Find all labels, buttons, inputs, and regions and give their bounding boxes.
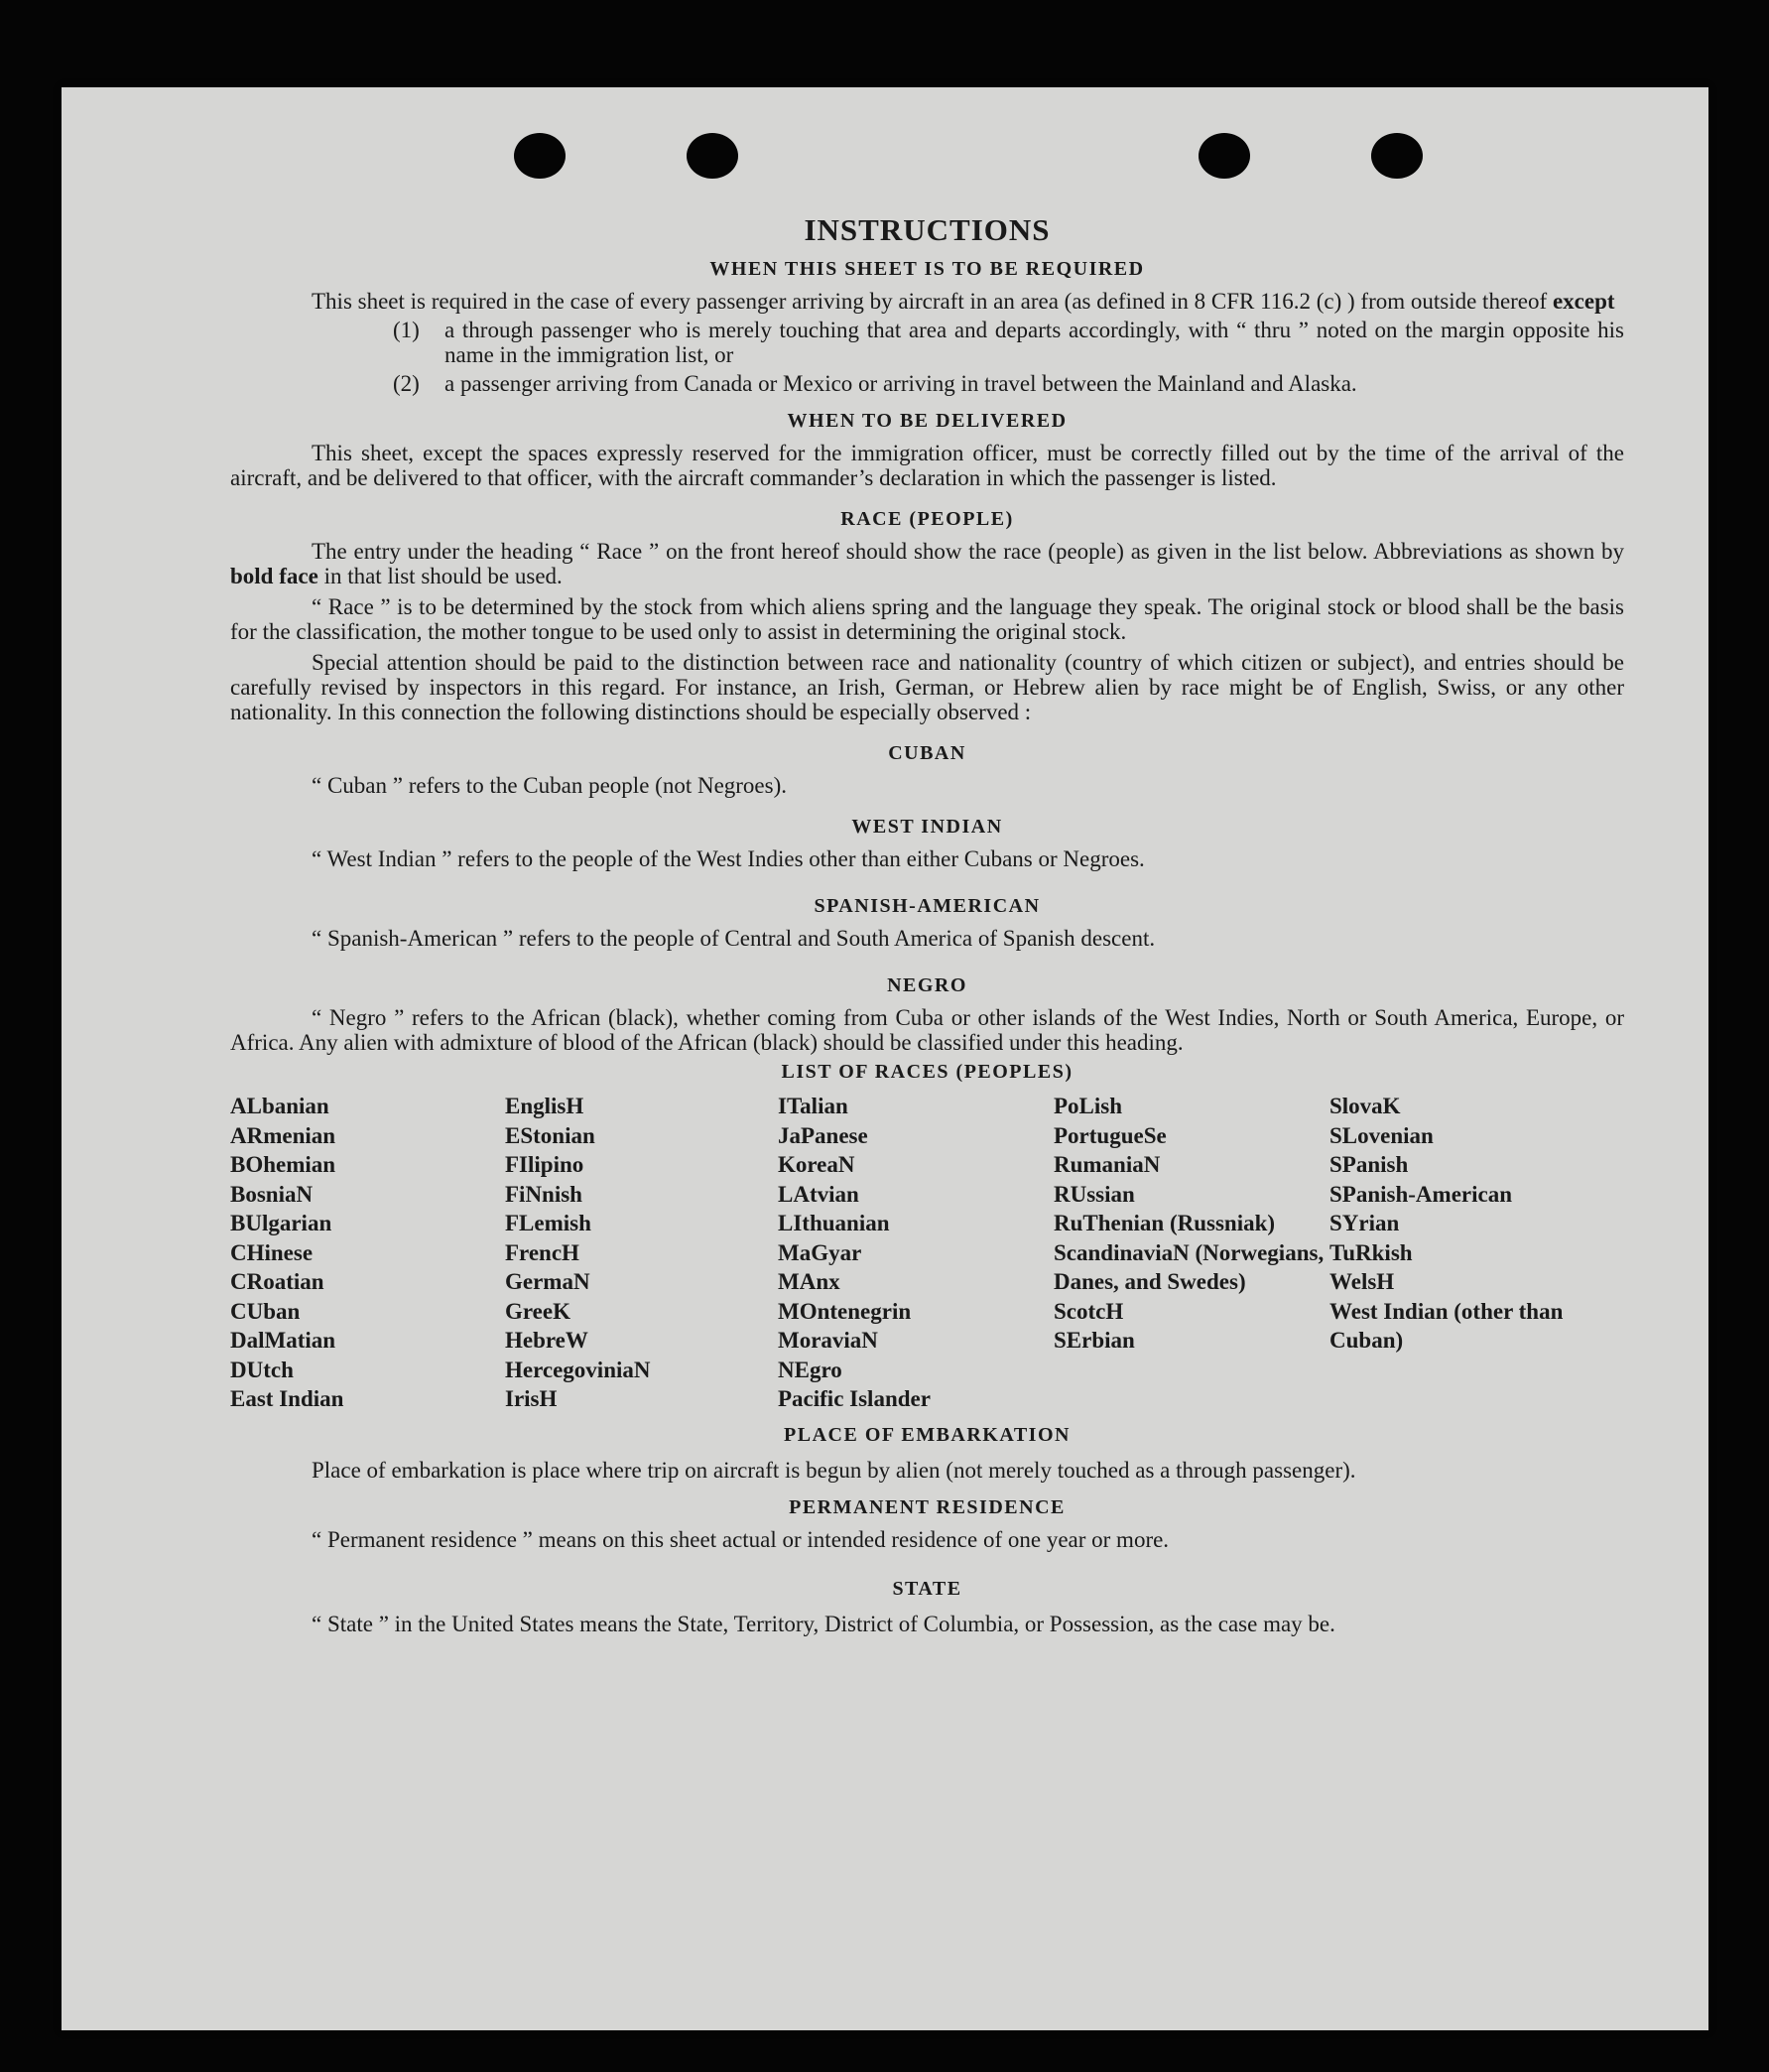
race-entry: EStonian xyxy=(505,1122,595,1148)
required-exception-2: (2) a passenger arriving from Canada or Mexico or arriving in travel between the Mainland and Alaska. xyxy=(393,371,1357,396)
race-entry: ARmenian xyxy=(230,1122,336,1148)
race-entry: ScotcH xyxy=(1054,1298,1124,1324)
race-entry: EnglisH xyxy=(505,1094,584,1118)
race-entry: GermaN xyxy=(505,1269,590,1294)
race-entry: FiNnish xyxy=(505,1181,582,1207)
punch-hole xyxy=(1371,133,1423,179)
race-entry: DalMatian xyxy=(230,1328,336,1353)
delivered-text: This sheet, except the spaces expressly reserved for the immigration officer, must be correctly filled out by the time of the arrival of the aircraft, and be delivered to that officer, with the aircraft commander’s declaration in which the passenger is listed. xyxy=(230,441,1624,490)
race-entry: NEgro xyxy=(778,1357,842,1382)
race-entry: MoraviaN xyxy=(778,1328,878,1353)
race-entry: LAtvian xyxy=(778,1181,859,1207)
races-column-5 xyxy=(1329,1092,1624,1414)
race-entry: SlovaK xyxy=(1329,1094,1401,1118)
race-entry: SLovenian xyxy=(1329,1122,1434,1148)
races-column-1 xyxy=(230,1092,505,1414)
races-column-2 xyxy=(505,1092,778,1414)
race-entry: RumaniaN xyxy=(1054,1152,1161,1177)
race-entry: CHinese xyxy=(230,1239,314,1265)
race-entry: BUlgarian xyxy=(230,1211,332,1235)
spanish-american-text: “ Spanish-American ” refers to the people of Central and South America of Spanish descent. xyxy=(312,926,1156,951)
race-entry: WelsH xyxy=(1329,1269,1395,1294)
section-heading-spanish-american: SPANISH-AMERICAN xyxy=(814,895,1041,917)
section-heading-required: WHEN THIS SHEET IS TO BE REQUIRED xyxy=(709,258,1145,280)
race-entry: TuRkish xyxy=(1329,1239,1413,1265)
section-heading-list-of-races: LIST OF RACES (PEOPLES) xyxy=(781,1061,1074,1083)
section-heading-state: STATE xyxy=(892,1577,962,1600)
section-heading-race: RACE (PEOPLE) xyxy=(840,508,1014,530)
residence-text: “ Permanent residence ” means on this sheet actual or intended residence of one year or more. xyxy=(312,1526,1170,1552)
punch-hole xyxy=(687,133,738,179)
race-entry: BosniaN xyxy=(230,1181,314,1207)
race-entry: West Indian (other than Cuban) xyxy=(1329,1298,1564,1353)
race-paragraph-2: “ Race ” is to be determined by the stock from which aliens spring and the language they speak. The original stock or blood shall be the basis for the classification, the mother tongue to be used only to assist in determining the original stock. xyxy=(230,594,1624,644)
negro-text: “ Negro ” refers to the African (black), whether coming from Cuba or other islands of the West Indies, North or South America, Europe, or Africa. Any alien with admixture of blood of the African (black) should be classified under this heading. xyxy=(230,1005,1624,1055)
section-heading-negro: NEGRO xyxy=(887,974,967,996)
race-entry: FrencH xyxy=(505,1239,579,1265)
race-entry: FIlipino xyxy=(505,1152,584,1177)
race-entry: PoLish xyxy=(1054,1094,1123,1118)
race-entry: HercegoviniaN xyxy=(505,1357,651,1382)
race-entry: SYrian xyxy=(1329,1211,1400,1235)
race-entry: RUssian xyxy=(1054,1181,1135,1207)
races-column-4 xyxy=(1054,1092,1329,1414)
race-entry: IrisH xyxy=(505,1386,558,1411)
cuban-text: “ Cuban ” refers to the Cuban people (not Negroes). xyxy=(312,773,788,798)
race-entry: SPanish-American xyxy=(1329,1181,1512,1207)
race-entry: ITalian xyxy=(778,1094,848,1118)
required-exception-1: (1) a through passenger who is merely touching that area and departs accordingly, with “ thru ” noted on the margin opposite his name in the immigration list, or xyxy=(393,318,1624,367)
race-entry: MaGyar xyxy=(778,1239,862,1265)
race-entry: DUtch xyxy=(230,1357,294,1382)
embarkation-text: Place of embarkation is place where trip on aircraft is begun by alien (not merely touched as a through passenger). xyxy=(312,1457,1356,1483)
section-heading-cuban: CUBAN xyxy=(888,742,966,764)
section-heading-west-indian: WEST INDIAN xyxy=(851,816,1003,838)
state-text: “ State ” in the United States means the State, Territory, District of Columbia, or Possession, as the case may be. xyxy=(312,1611,1335,1636)
race-entry: KoreaN xyxy=(778,1152,855,1177)
race-entry: BOhemian xyxy=(230,1152,336,1177)
race-entry: FLemish xyxy=(505,1211,591,1235)
page-title: INSTRUCTIONS xyxy=(804,212,1051,247)
race-entry: PortugueSe xyxy=(1054,1122,1167,1148)
race-entry: MOntenegrin xyxy=(778,1298,912,1324)
race-entry: SPanish xyxy=(1329,1152,1409,1177)
section-heading-delivered: WHEN TO BE DELIVERED xyxy=(787,410,1068,432)
races-list xyxy=(230,1092,1624,1414)
race-entry: MAnx xyxy=(778,1269,840,1294)
punch-hole xyxy=(1199,133,1250,179)
required-intro: This sheet is required in the case of every passenger arriving by aircraft in an area (as defined in 8 CFR 116.2 (c) ) from outside thereof except xyxy=(312,289,1615,314)
section-heading-residence: PERMANENT RESIDENCE xyxy=(789,1495,1066,1518)
race-entry: CUban xyxy=(230,1298,301,1324)
race-entry: ALbanian xyxy=(230,1094,329,1118)
instructions-content xyxy=(230,212,1624,1640)
race-entry: GreeK xyxy=(505,1298,570,1324)
race-entry: RuThenian (Russniak) xyxy=(1054,1211,1276,1235)
section-heading-embarkation: PLACE OF EMBARKATION xyxy=(784,1423,1071,1446)
races-column-3 xyxy=(778,1092,1054,1414)
west-indian-text: “ West Indian ” refers to the people of the West Indies other than either Cubans or Negroes. xyxy=(312,846,1145,871)
race-paragraph-3: Special attention should be paid to the distinction between race and nationality (country of which citizen or subject), and entries should be carefully revised by inspectors in this regard. For instance, an Irish, German, or Hebrew alien by race might be of English, Swiss, or any other nationality. In this connection the following distinctions should be especially observed : xyxy=(230,650,1624,724)
race-entry: LIthuanian xyxy=(778,1211,890,1235)
race-entry: ScandinaviaN (Norwegians, Danes, and Swedes) xyxy=(1054,1239,1325,1294)
race-entry: HebreW xyxy=(505,1328,588,1353)
punch-hole xyxy=(514,133,566,179)
race-entry: Pacific Islander xyxy=(778,1386,931,1411)
race-entry: CRoatian xyxy=(230,1269,324,1294)
race-entry: SErbian xyxy=(1054,1328,1135,1353)
race-entry: JaPanese xyxy=(778,1122,868,1148)
form-sheet xyxy=(62,87,1708,2030)
race-entry: East Indian xyxy=(230,1386,344,1411)
race-paragraph-1: The entry under the heading “ Race ” on the front hereof should show the race (people) as given in the list below. Abbreviations as shown by bold face in that list should be used. xyxy=(230,539,1624,588)
